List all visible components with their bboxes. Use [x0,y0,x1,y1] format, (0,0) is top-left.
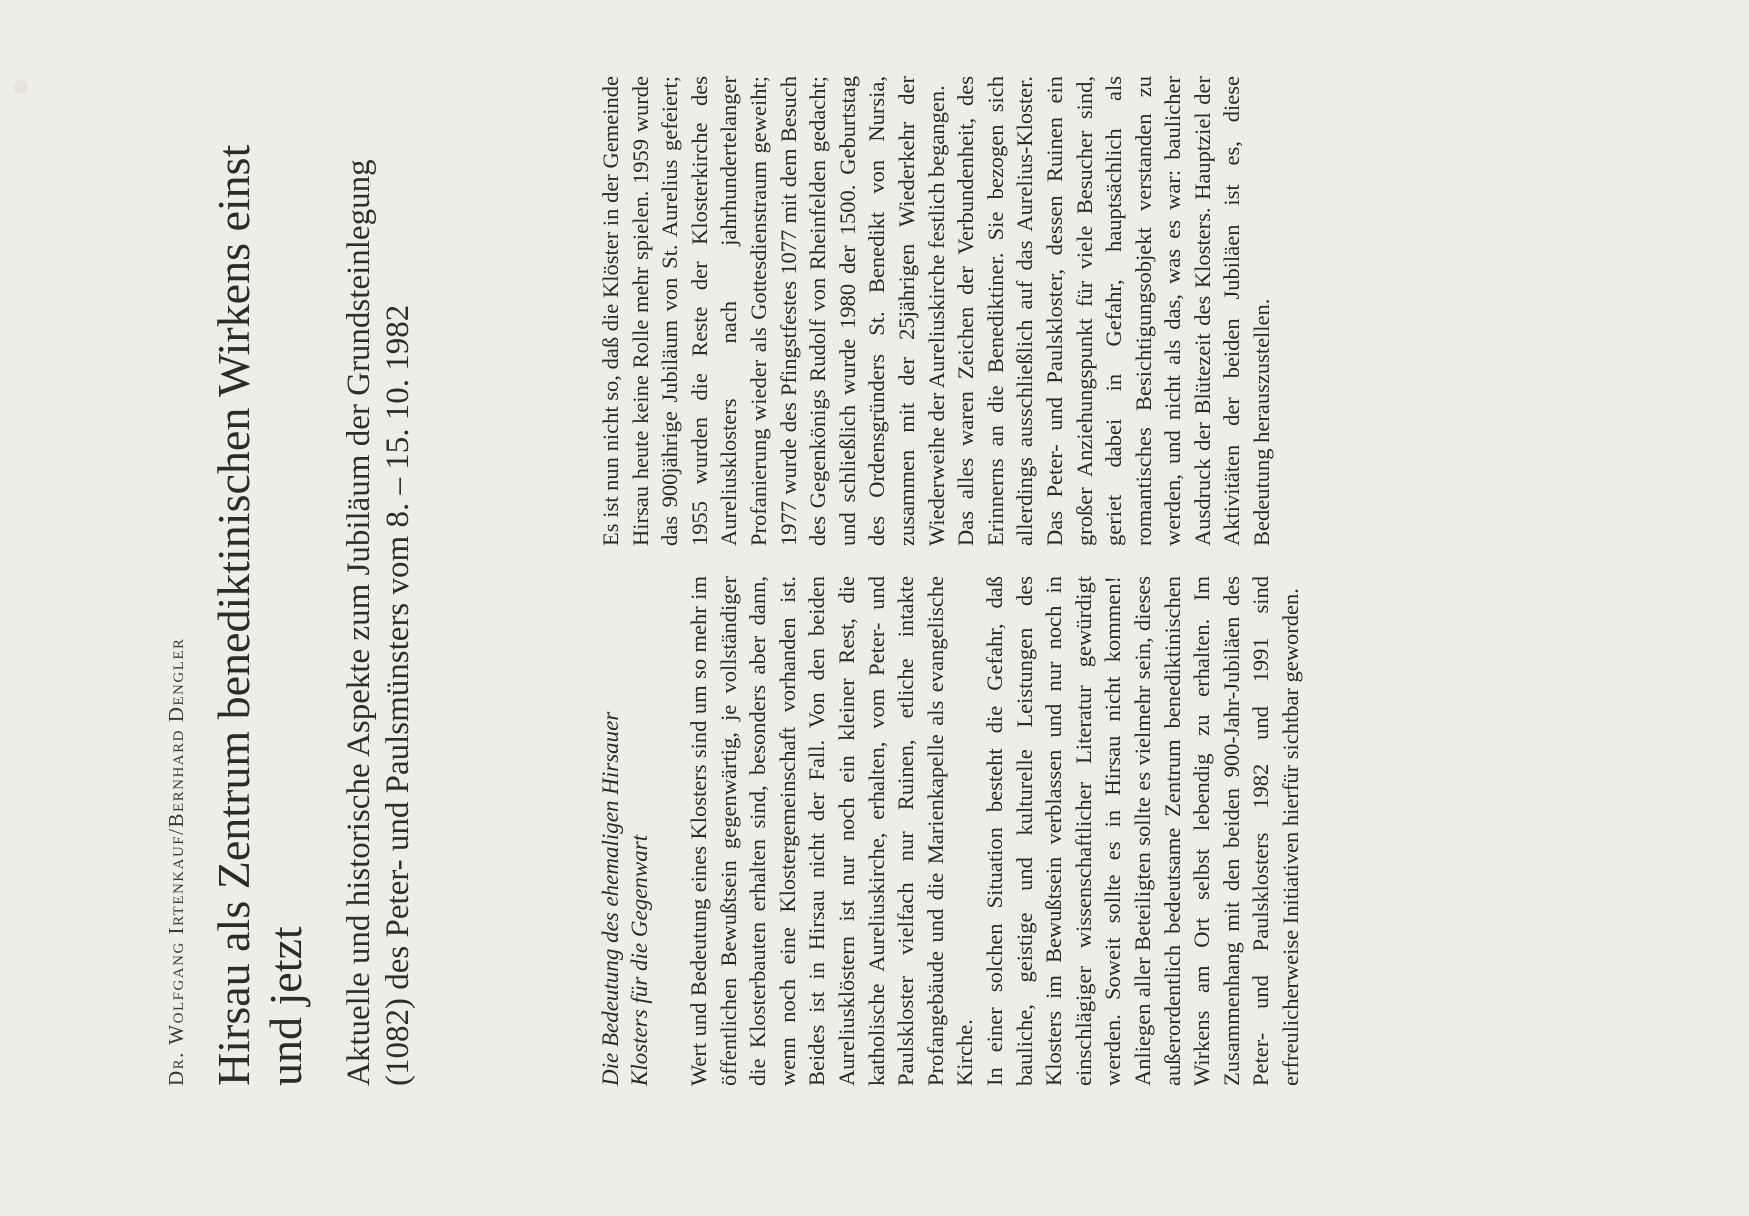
paragraph: Wert und Bedeutung eines Klosters sind um so mehr im öffentlichen Bewußtsein gegenwärtig, je vollständiger die Klosterbauten erhalten sind, besonders aber dann, wenn noch eine Klostergemeinschaft vorhanden ist. Beides ist in Hirsau nicht der Fall. Von den beiden Aureliusklöstern ist nur noch ein kleiner Rest, die katholische Aureliuskirche, erhalten, vom Peter- und Paulskloster vielfach nur Ruinen, etliche intakte Profangebäude und die Marienkapelle als evangelische Kirche. [686,576,978,1086]
paragraph: Es ist nun nicht so, daß die Klöster in der Gemeinde Hirsau heute keine Rolle mehr spielen. 1959 wurde das 900jährige Jubiläum von St. Aurelius gefeiert; 1955 wurden die Reste der Klosterkirche des Aureliusklosters nach jahrhundertelanger Profanierung wieder als Gottesdienstraum geweiht; 1977 wurde des Pfingstfestes 1077 mit dem Besuch des Gegenkönigs Rudolf von Rheinfelden gedacht; und schließlich wurde 1980 der 1500. Geburtstag des Ordensgründers St. Benedikt von Nursia, zusammen mit der 25jährigen Wiederkehr der Wiederweihe der Aureliuskirche festlich begangen. [598,76,949,546]
article-subtitle: Aktuelle und historische Aspekte zum Jubiläum der Grundsteinlegung (1082) des Peter- und Paulsmünsters vom 8. – 15. 10. 1982 [341,159,416,1086]
right-column [596,76,1277,546]
paragraph: Das alles waren Zeichen der Verbundenheit, des Erinnerns an die Benediktiner. Sie bezogen sich allerdings ausschließlich auf das Aurelius-Kloster. Das Peter- und Paulskloster, dessen Ruinen ein großer Anziehungspunkt für viele Besucher sind, geriet dabei in Gefahr, hauptsächlich als romantisches Besichtigungsobjekt verstanden zu werden, und nicht als das, was es war: baulicher Ausdruck der Blütezeit des Klosters. Hauptziel der Aktivitäten der beiden Jubiläen ist es, diese Bedeutung herauszustellen. [953,76,1275,546]
author-byline: Dr. Wolfgang Irtenkauf/Bernhard Dengler [164,637,188,1086]
paragraph: In einer solchen Situation besteht die Gefahr, daß bauliche, geistige und kulturelle Leistungen des Klosters im Bewußtsein verblassen und nur noch in einschlägiger wissenschaftlicher Literatur gewürdigt werden. Soweit sollte es in Hirsau nicht kommen! Anliegen aller Beteiligten sollte es vielmehr sein, dieses außerordentlich bedeutsame Zentrum benediktinischen Wirkens am Ort selbst lebendig zu erhalten. Im Zusammenhang mit den beiden 900-Jahr-Jubiläen des Peter- und Paulsklosters 1982 und 1991 sind erfreulicherweise Initiativen hierfür sichtbar geworden. [981,576,1303,1086]
section-heading: Die Bedeutung des ehemaligen Hirsauer Klosters für die Gegenwart [598,711,652,1086]
left-column [596,576,1305,1086]
article-title: Hirsau als Zentrum benediktinischen Wirkens einst und jetzt [208,144,311,1086]
